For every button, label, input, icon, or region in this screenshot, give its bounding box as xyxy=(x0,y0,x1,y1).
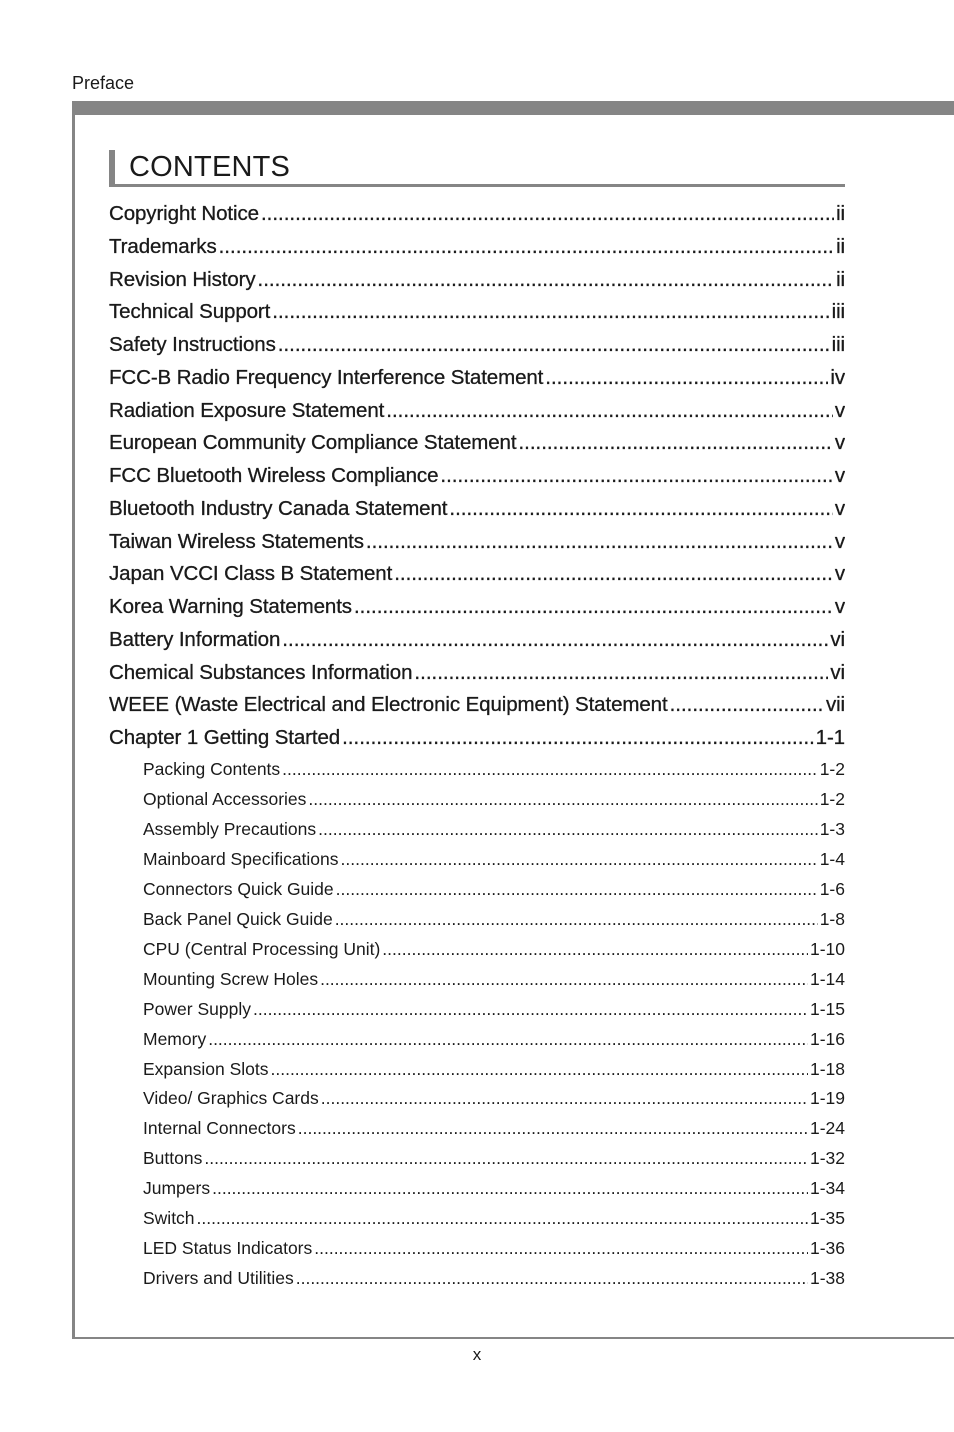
toc-dot-leader xyxy=(449,496,832,522)
toc-entry[interactable] xyxy=(109,267,845,293)
toc-entry[interactable] xyxy=(109,627,845,653)
toc-entry-page: v xyxy=(834,529,845,553)
toc-dot-leader xyxy=(212,1177,808,1199)
toc-entry[interactable] xyxy=(109,299,845,325)
toc-dot-leader xyxy=(318,818,818,840)
toc-subentry[interactable] xyxy=(143,938,845,960)
toc-dot-leader xyxy=(414,660,828,686)
toc-entry-title: Expansion Slots xyxy=(143,1058,269,1079)
toc-entry-title: Jumpers xyxy=(143,1178,211,1199)
contents-heading xyxy=(109,150,845,188)
toc-entry-page: 1-36 xyxy=(809,1238,845,1259)
toc-entry-page: 1-8 xyxy=(819,908,845,929)
toc-entry[interactable] xyxy=(109,430,845,456)
toc-entry-title: Trademarks xyxy=(109,234,217,258)
toc-entry-title: FCC Bluetooth Wireless Compliance xyxy=(109,464,439,487)
toc-entry-title: Chemical Substances Information xyxy=(109,660,413,684)
toc-entry[interactable] xyxy=(109,332,845,358)
toc-entry-page: ii xyxy=(836,202,845,225)
toc-dot-leader xyxy=(386,398,833,424)
toc-entry-title: Bluetooth Industry Canada Statement xyxy=(109,496,448,520)
toc-dot-leader xyxy=(342,725,814,751)
toc-entry-page: 1-35 xyxy=(809,1208,845,1229)
toc-entry-page: vi xyxy=(830,627,845,651)
toc-entry-title: Drivers and Utilities xyxy=(143,1268,294,1289)
toc-dot-leader xyxy=(271,1058,808,1080)
toc-entry-title: Buttons xyxy=(143,1148,203,1169)
toc-dot-leader xyxy=(320,968,808,990)
toc-entry-page: 1-18 xyxy=(809,1058,845,1079)
toc-entry[interactable] xyxy=(109,725,845,751)
toc-entry[interactable] xyxy=(109,201,845,227)
toc-entry-title: Switch xyxy=(143,1208,195,1229)
toc-entry-title: Connectors Quick Guide xyxy=(143,878,334,899)
toc-entry-page: 1-3 xyxy=(819,818,845,839)
toc-entry-page: 1-14 xyxy=(809,968,845,989)
toc-entry[interactable] xyxy=(109,496,845,522)
toc-entry[interactable] xyxy=(109,561,845,587)
toc-entry-page: v xyxy=(834,595,845,618)
toc-dot-leader xyxy=(282,758,818,780)
toc-entry-title: FCC-B Radio Frequency Interference Statement xyxy=(109,365,544,389)
toc-subentry[interactable] xyxy=(143,818,845,840)
toc-dot-leader xyxy=(335,908,818,930)
toc-entry-page: 1-2 xyxy=(819,759,845,779)
toc-entry-page: iii xyxy=(831,333,845,356)
toc-subentry[interactable] xyxy=(143,1207,845,1229)
toc-entry-page: 1-16 xyxy=(809,1028,845,1049)
toc-entry[interactable] xyxy=(109,692,845,718)
toc-dot-leader xyxy=(278,332,830,358)
toc-entry-page: v xyxy=(834,496,845,520)
toc-dot-leader xyxy=(394,561,833,587)
toc-entry-page: v xyxy=(834,398,845,422)
toc-entry-page: 1-32 xyxy=(809,1148,845,1169)
toc-entry-page: v xyxy=(834,464,845,487)
toc-dot-leader xyxy=(670,692,824,718)
toc-entry-page: v xyxy=(834,562,845,586)
toc-entry-title: CPU (Central Processing Unit) xyxy=(143,938,381,959)
toc-dot-leader xyxy=(341,848,818,870)
toc-subentry[interactable] xyxy=(143,878,845,900)
toc-entry-title: Technical Support xyxy=(109,300,271,324)
toc-entry-page: ii xyxy=(836,267,845,291)
toc-subentry[interactable] xyxy=(143,1147,845,1169)
toc-entry-page: 1-4 xyxy=(819,848,845,869)
toc-entry-page: 1-24 xyxy=(809,1118,845,1139)
toc-entry-title: LED Status Indicators xyxy=(143,1238,313,1259)
toc-entry-title: Power Supply xyxy=(143,998,251,1019)
toc-dot-leader xyxy=(204,1147,808,1169)
toc-subentry[interactable] xyxy=(143,1237,845,1259)
heading-accent-bar xyxy=(109,150,115,186)
toc-dot-leader xyxy=(296,1267,808,1289)
toc-subentry[interactable] xyxy=(143,1058,845,1080)
toc-entry-page: iv xyxy=(830,365,845,389)
toc-dot-leader xyxy=(253,998,808,1020)
toc-entry-title: Mounting Screw Holes xyxy=(143,968,319,989)
toc-entry[interactable] xyxy=(109,234,845,260)
toc-entry-title: Japan VCCI Class B Statement xyxy=(109,562,393,586)
toc-entry-title: Video/ Graphics Cards xyxy=(143,1088,319,1109)
toc-entry-page: 1-34 xyxy=(809,1178,845,1199)
toc-entry-title: Chapter 1 Getting Started xyxy=(109,726,341,749)
toc-entry[interactable] xyxy=(109,365,845,391)
toc-subentry[interactable] xyxy=(143,1028,845,1050)
toc-dot-leader xyxy=(282,627,828,653)
toc-dot-leader xyxy=(354,594,833,620)
toc-dot-leader xyxy=(321,1087,808,1109)
toc-entry-title: Memory xyxy=(143,1028,207,1049)
toc-entry-page: v xyxy=(834,431,845,455)
toc-subentry[interactable] xyxy=(143,1117,845,1139)
toc-entry-page: iii xyxy=(831,300,845,324)
frame-bottom-rule xyxy=(72,1337,954,1339)
toc-dot-leader xyxy=(298,1117,808,1139)
toc-entry-title: Radiation Exposure Statement xyxy=(109,398,385,422)
toc-entry-title: WEEE (Waste Electrical and Electronic Equipment) Statement xyxy=(109,693,668,717)
toc-entry-title: Assembly Precautions xyxy=(143,818,317,839)
toc-dot-leader xyxy=(308,788,817,810)
toc-entry-title: Taiwan Wireless Statements xyxy=(109,529,364,553)
toc-subentry[interactable] xyxy=(143,968,845,990)
toc-entry[interactable] xyxy=(109,529,845,555)
toc-subentry[interactable] xyxy=(143,1177,845,1199)
toc-entry-page: vii xyxy=(825,693,845,717)
toc-entry-title: Back Panel Quick Guide xyxy=(143,908,333,929)
toc-subentry[interactable] xyxy=(143,1087,845,1109)
toc-dot-leader xyxy=(545,365,828,391)
toc-entry-page: 1-38 xyxy=(809,1268,845,1289)
toc-dot-leader xyxy=(208,1028,808,1050)
toc-entry-page: 1-6 xyxy=(819,878,845,899)
toc-subentry[interactable] xyxy=(143,1267,845,1289)
toc-subentry[interactable] xyxy=(143,998,845,1020)
toc-dot-leader xyxy=(258,267,835,293)
toc-subentry[interactable] xyxy=(143,758,845,780)
toc-dot-leader xyxy=(382,938,808,960)
toc-dot-leader xyxy=(440,463,832,489)
toc-entry-page: ii xyxy=(836,234,845,258)
toc-entry-page: 1-2 xyxy=(819,788,845,809)
toc-entry[interactable] xyxy=(109,594,845,620)
toc-dot-leader xyxy=(336,878,818,900)
toc-entry[interactable] xyxy=(109,398,845,424)
toc-subentry[interactable] xyxy=(143,848,845,870)
toc-entry-title: Copyright Notice xyxy=(109,202,259,225)
toc-dot-leader xyxy=(272,299,829,325)
page-number: x xyxy=(472,1345,482,1364)
toc-entry-page: vi xyxy=(830,660,845,684)
toc-dot-leader xyxy=(518,430,832,456)
toc-subentry[interactable] xyxy=(143,908,845,930)
toc-entry-title: Safety Instructions xyxy=(109,333,276,356)
toc-entry-title: Revision History xyxy=(109,267,256,291)
toc-entry-title: Optional Accessories xyxy=(143,788,307,809)
toc-entry-page: 1-15 xyxy=(809,998,845,1019)
toc-entry[interactable] xyxy=(109,463,845,489)
toc-entry-page: 1-19 xyxy=(809,1088,845,1109)
toc-dot-leader xyxy=(366,529,833,555)
heading-underline xyxy=(109,184,845,187)
toc-dot-leader xyxy=(197,1207,808,1229)
toc-entry-title: Battery Information xyxy=(109,627,281,651)
toc-subentry[interactable] xyxy=(143,788,845,810)
toc-entry-page: 1-10 xyxy=(809,938,845,959)
toc-entry-title: Packing Contents xyxy=(143,759,281,779)
toc-dot-leader xyxy=(219,234,834,260)
contents-heading-text: CONTENTS xyxy=(129,151,291,183)
toc-entry[interactable] xyxy=(109,660,845,686)
toc-entry-title: European Community Compliance Statement xyxy=(109,431,517,455)
toc-entry-title: Internal Connectors xyxy=(143,1118,296,1139)
toc-dot-leader xyxy=(314,1237,808,1259)
toc-dot-leader xyxy=(261,201,834,227)
toc-entry-title: Korea Warning Statements xyxy=(109,595,352,618)
frame-top-bar xyxy=(72,101,954,115)
toc-entry-page: 1-1 xyxy=(815,726,845,749)
frame-left-rule xyxy=(72,101,75,1339)
toc-entry-title: Mainboard Specifications xyxy=(143,848,339,869)
section-label: Preface xyxy=(72,73,135,93)
